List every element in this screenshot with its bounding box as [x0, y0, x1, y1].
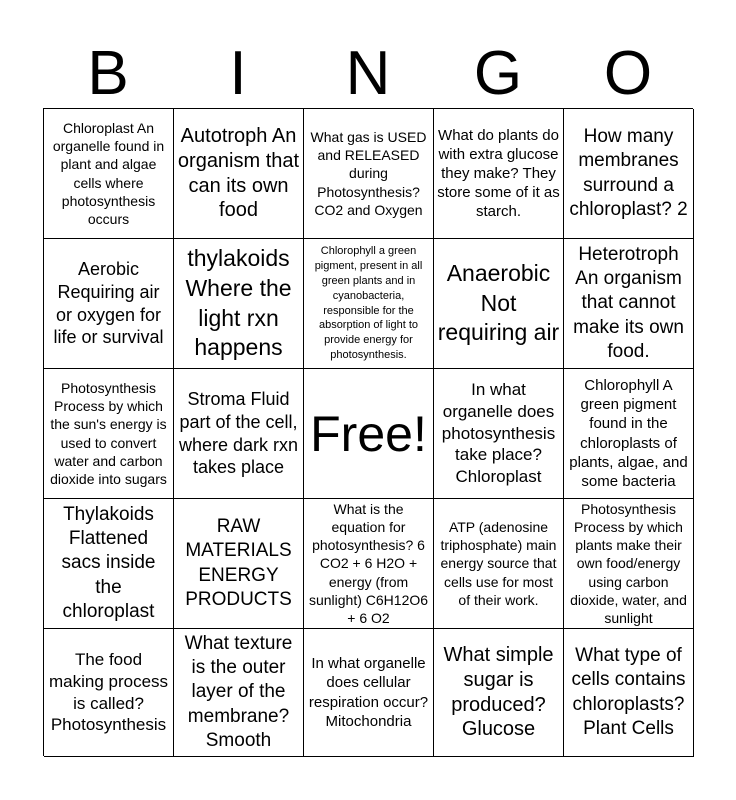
bingo-cell[interactable]: In what organelle does cellular respiration occur? Mitochondria: [304, 629, 434, 757]
bingo-header: [43, 40, 693, 108]
bingo-cell[interactable]: Photosynthesis Process by which plants make their own food/energy using carbon dioxide, water, and sunlight: [564, 499, 694, 629]
bingo-cell[interactable]: In what organelle does photosynthesis take place? Chloroplast: [434, 369, 564, 499]
bingo-cell[interactable]: What texture is the outer layer of the membrane? Smooth: [174, 629, 304, 757]
bingo-cell[interactable]: The food making process is called? Photosynthesis: [44, 629, 174, 757]
bingo-cell[interactable]: Stroma Fluid part of the cell, where dark rxn takes place: [174, 369, 304, 499]
bingo-cell[interactable]: What gas is USED and RELEASED during Photosynthesis? CO2 and Oxygen: [304, 109, 434, 239]
bingo-cell[interactable]: Autotroph An organism that can its own food: [174, 109, 304, 239]
bingo-cell[interactable]: Aerobic Requiring air or oxygen for life or survival: [44, 239, 174, 369]
bingo-cell[interactable]: Heterotroph An organism that cannot make its own food.: [564, 239, 694, 369]
bingo-cell[interactable]: What do plants do with extra glucose they make? They store some of it as starch.: [434, 109, 564, 239]
bingo-cell[interactable]: What is the equation for photosynthesis? 6 CO2 + 6 H2O + energy (from sunlight) C6H12O6 + 6 O2: [304, 499, 434, 629]
header-letter-b: B: [87, 39, 129, 108]
bingo-cell[interactable]: Thylakoids Flattened sacs inside the chloroplast: [44, 499, 174, 629]
free-space[interactable]: Free!: [304, 369, 434, 499]
bingo-cell[interactable]: Photosynthesis Process by which the sun's energy is used to convert water and carbon dioxide into sugars: [44, 369, 174, 499]
bingo-grid: [43, 108, 693, 756]
header-letter-o: O: [603, 39, 653, 108]
header-letter-n: N: [345, 39, 391, 108]
bingo-cell[interactable]: What type of cells contains chloroplasts? Plant Cells: [564, 629, 694, 757]
bingo-cell[interactable]: thylakoids Where the light rxn happens: [174, 239, 304, 369]
bingo-cell[interactable]: What simple sugar is produced? Glucose: [434, 629, 564, 757]
header-letter-i: I: [229, 39, 247, 108]
bingo-cell[interactable]: How many membranes surround a chloroplast? 2: [564, 109, 694, 239]
bingo-cell[interactable]: Chloroplast An organelle found in plant and algae cells where photosynthesis occurs: [44, 109, 174, 239]
header-letter-g: G: [473, 39, 523, 108]
bingo-cell[interactable]: Chlorophyll a green pigment, present in all green plants and in cyanobacteria, responsible for the absorption of light to provide energy for photosynthesis.: [304, 239, 434, 369]
bingo-cell[interactable]: Chlorophyll A green pigment found in the chloroplasts of plants, algae, and some bacteria: [564, 369, 694, 499]
bingo-cell[interactable]: ATP (adenosine triphosphate) main energy source that cells use for most of their work.: [434, 499, 564, 629]
bingo-cell[interactable]: RAW MATERIALS ENERGY PRODUCTS: [174, 499, 304, 629]
bingo-cell[interactable]: Anaerobic Not requiring air: [434, 239, 564, 369]
